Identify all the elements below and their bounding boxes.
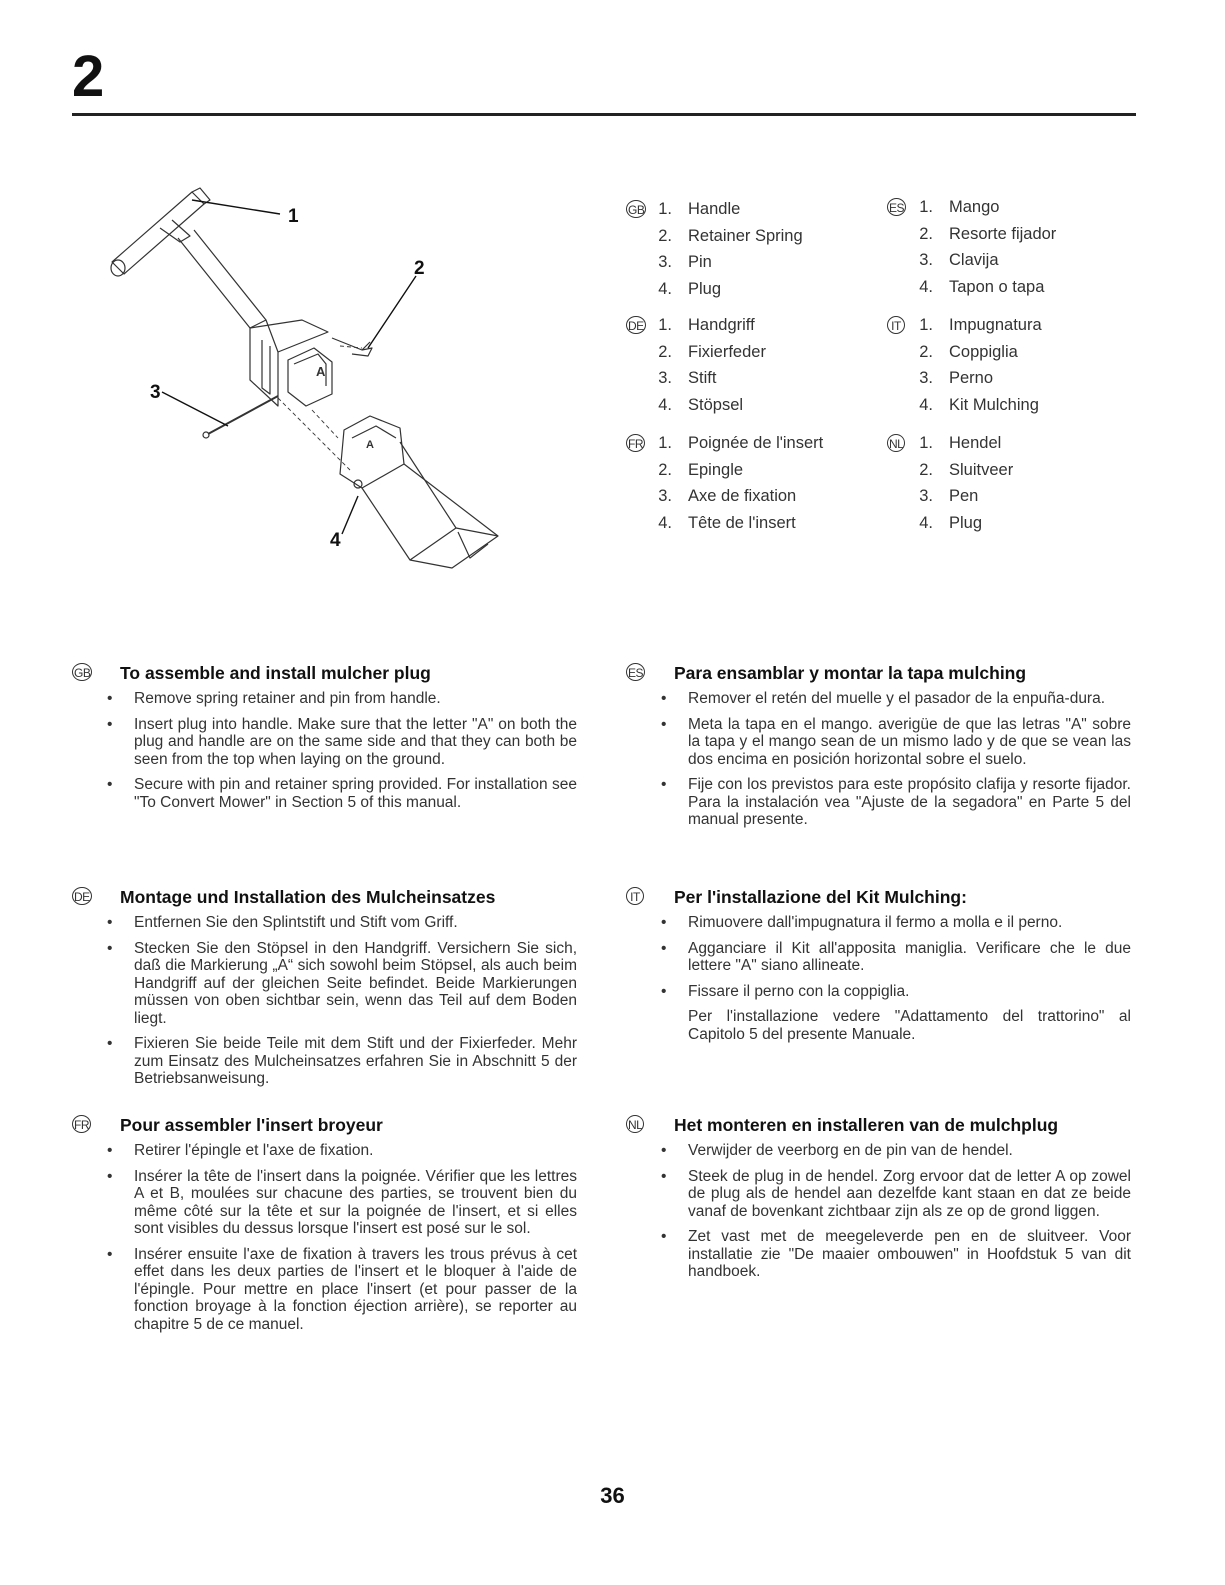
legend-item: 1. Handle xyxy=(658,200,741,218)
pin xyxy=(203,396,278,438)
instruction-step: • Fissare il perno con la coppiglia. xyxy=(626,983,1131,1001)
language-badge-es: ES xyxy=(887,198,906,216)
section-title: IT Per l'installazione del Kit Mulching: xyxy=(626,886,1131,908)
legend-item: 3. Pin xyxy=(658,253,712,271)
instruction-step: • Remove spring retainer and pin from handle. xyxy=(72,690,577,708)
instruction-step: • Steek de plug in de hendel. Zorg ervoor dat de letter A op zowel de plug als de hendel aan dezelfde kant staan en dat ze beide vanaf de bovenkant zichtbaar zijn als ze op de grond liggen. xyxy=(626,1168,1131,1221)
instruction-step: • Fixieren Sie beide Teile mit dem Stift und der Fixierfeder. Mehr zum Einsatz des Mulcheinsatzes erfahren Sie in Abschnitt 5 der Betriebsanweisung. xyxy=(72,1035,577,1088)
instruction-step: • Retirer l'épingle et l'axe de fixation. xyxy=(72,1142,577,1160)
language-badge-nl: NL xyxy=(887,434,905,452)
language-badge-it: IT xyxy=(887,316,905,334)
section-title: ES Para ensamblar y montar la tapa mulching xyxy=(628,663,1027,683)
letter-a-mark: A xyxy=(316,364,326,379)
legend-nl xyxy=(887,430,1137,536)
legend-gb xyxy=(626,196,876,302)
language-badge-de: DE xyxy=(72,887,92,905)
legend-item: 1. Mango xyxy=(919,198,1000,216)
legend-item: 3. Pen xyxy=(919,487,979,505)
instruction-step: • Remover el retén del muelle y el pasador de la enpuña-dura. xyxy=(626,690,1131,708)
section-title: FR Pour assembler l'insert broyeur xyxy=(74,1115,383,1135)
section-gb xyxy=(72,662,577,819)
legend-item: 4. Plug xyxy=(919,513,983,532)
callout-2: 2 xyxy=(414,258,425,279)
legend-item: 2. Resorte fijador xyxy=(919,224,1057,243)
handle-socket xyxy=(288,348,332,406)
callout-leaders xyxy=(162,200,416,534)
section-title: NL Het monteren en installeren van de mulchplug xyxy=(628,1115,1059,1135)
page-number: 36 xyxy=(600,1483,625,1508)
callout-1: 1 xyxy=(288,206,299,227)
legend-item: 3. Perno xyxy=(919,369,994,387)
mulcher-plug-illustration xyxy=(100,180,520,570)
language-badge-de: DE xyxy=(626,316,646,334)
instruction-step: • Verwijder de veerborg en de pin van de hendel. xyxy=(626,1142,1131,1160)
legend-es xyxy=(887,194,1137,300)
section-es xyxy=(626,662,1131,837)
instruction-step: • Rimuovere dall'impugnatura il fermo a molla e il perno. xyxy=(626,914,1131,932)
legend-fr xyxy=(626,430,876,536)
legend-item: 2. Sluitveer xyxy=(919,460,1014,479)
callout-3: 3 xyxy=(150,382,161,403)
assembly-drawing xyxy=(100,180,520,570)
callout-4: 4 xyxy=(330,530,341,551)
chapter-number: 2 xyxy=(72,44,105,109)
plug-letter-a-mark: A xyxy=(366,439,374,451)
section-nl xyxy=(626,1114,1131,1289)
instruction-step: • Entfernen Sie den Splintstift und Stift vom Griff. xyxy=(72,914,577,932)
section-de xyxy=(72,886,577,1096)
instruction-step: • Insérer ensuite l'axe de fixation à travers les trous prévus à cet effet dans les deux parties de l'insert et le bloquer à l'aide de l'épingle. Pour mettre en place l'insert (et pour passer de la fonction broyage à la fonction éjection arrière), se reporter au chapitre 5 de ce manuel. xyxy=(72,1246,577,1334)
plug-insert xyxy=(340,416,498,568)
section-title: DE Montage und Installation des Mulcheinsatzes xyxy=(74,887,496,907)
instruction-step: • Agganciare il Kit all'apposita maniglia. Verificare che le due lettere "A" siano allineate. xyxy=(626,940,1131,975)
section-title: GB To assemble and install mulcher plug xyxy=(74,663,431,683)
legend-item: 2. Fixierfeder xyxy=(658,342,766,361)
legend-de xyxy=(626,312,876,418)
legend-item: 1. Hendel xyxy=(919,434,1002,452)
language-badge-gb: GB xyxy=(626,200,646,218)
language-badge-fr: FR xyxy=(72,1115,91,1133)
language-badge-es: ES xyxy=(626,663,645,681)
handle-shaft xyxy=(178,230,328,406)
language-badge-fr: FR xyxy=(626,434,645,452)
section-fr xyxy=(72,1114,577,1341)
instruction-step: • Insérer la tête de l'insert dans la poignée. Vérifier que les lettres A et B, moulées sur chacune des parties, se trouvent bien du même côté sur la tête et sur la poignée de l'insert, et si elles sont visibles du dessus lorsque l'insert est posé sur le sol. xyxy=(72,1168,577,1238)
legend-item: 3. Clavija xyxy=(919,251,999,269)
legend-item: 1. Impugnatura xyxy=(919,316,1042,334)
legend-it xyxy=(887,312,1137,418)
instruction-step: • Stecken Sie den Stöpsel in den Handgriff. Versichern Sie sich, daß die Markierung „A“ sich sowohl beim Stöpsel, als auch beim Handgriff auf der gleichen Seite befindet. Beide Markierungen müssen von oben sichtbar sein, wenn das Teil auf dem Boden liegt. xyxy=(72,940,577,1028)
instruction-step: • Insert plug into handle. Make sure that the letter "A" on both the plug and handle are on the same side and that they can both be seen from the top when laying on the ground. xyxy=(72,716,577,769)
legend-item: 1. Handgriff xyxy=(658,316,755,334)
legend-item: 4. Kit Mulching xyxy=(919,395,1039,414)
legend-item: 2. Epingle xyxy=(658,460,744,479)
instruction-step: • Secure with pin and retainer spring provided. For installation see "To Convert Mower" in Section 5 of this manual. xyxy=(72,776,577,811)
language-badge-it: IT xyxy=(626,887,644,905)
retainer-spring xyxy=(332,338,372,356)
legend-item: 1. Poignée de l'insert xyxy=(658,434,824,452)
language-badge-gb: GB xyxy=(72,663,92,681)
legend-item: 4. Tête de l'insert xyxy=(658,513,796,532)
legend-item: 4. Plug xyxy=(658,279,722,298)
instruction-note: Per l'installazione vedere "Adattamento del trattorino" al Capitolo 5 del presente Manuale. xyxy=(688,1008,1131,1043)
instruction-step: • Fije con los previstos para este propósito clafija y resorte fijador. Para la instalación vea "Ajuste de la segadora" en Parte 5 del manual presente. xyxy=(626,776,1131,829)
legend-item: 4. Stöpsel xyxy=(658,395,744,414)
legend-item: 2. Coppiglia xyxy=(919,342,1018,361)
instruction-step: • Zet vast met de meegeleverde pen en de sluitveer. Voor installatie zie "De maaier ombouwen" in Hoofdstuk 5 van dit handboek. xyxy=(626,1228,1131,1281)
header-rule xyxy=(72,113,1136,116)
legend-item: 2. Retainer Spring xyxy=(658,226,803,245)
legend-item: 3. Axe de fixation xyxy=(658,487,797,505)
instruction-step: • Meta la tapa en el mango. averigüe de que las letras "A" sobre la tapa y el mango sean de un mismo lado y de que se vean las dos encima en posición horizontal sobre el suelo. xyxy=(626,716,1131,769)
section-it xyxy=(626,886,1131,1051)
language-badge-nl: NL xyxy=(626,1115,644,1133)
legend-item: 3. Stift xyxy=(658,369,717,387)
legend-item: 4. Tapon o tapa xyxy=(919,277,1045,296)
